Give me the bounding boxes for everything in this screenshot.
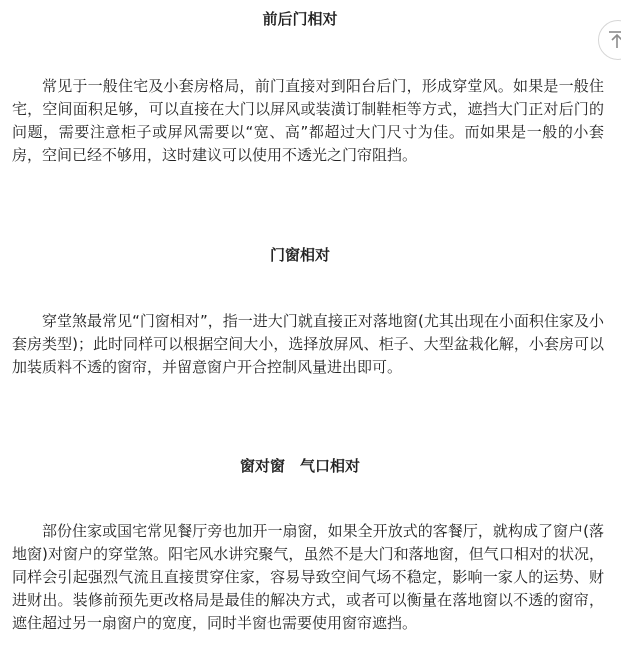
section-heading-front-back-door: 前后门相对 xyxy=(262,10,338,28)
section-paragraph-door-window: 穿堂煞最常见“门窗相对”，指一进大门就直接正对落地窗(尤其出现在小面积住家及小套房类型)；此时同样可以根据空间大小，选择放屏风、柜子、大型盆栽化解，小套房可以加装质料不透的窗帘，并留意窗户开合控制风量进出即可。 xyxy=(12,312,604,376)
section-heading-door-window: 门窗相对 xyxy=(269,246,330,264)
section-paragraph-window-window: 部份住家或国宅常见餐厅旁也加开一扇窗，如果全开放式的客餐厅，就构成了窗户(落地窗)对窗户的穿堂煞。阳宅风水讲究聚气，虽然不是大门和落地窗，但气口相对的状况，同样会引起强烈气流且直接贯穿住家，容易导致空间气场不稳定，影响一家人的运势、财进财出。装修前预先更改格局是最佳的解决方式，或者可以衡量在落地窗以不透的窗帘，遮住超过另一扇窗户的宽度，同时半窗也需要使用窗帘遮挡。 xyxy=(12,522,604,632)
section-heading-window-window: 窗对窗 气口相对 xyxy=(239,457,360,475)
arrow-up-to-line-icon xyxy=(606,30,621,50)
section-paragraph-front-back-door: 常见于一般住宅及小套房格局，前门直接对到阳台后门，形成穿堂风。如果是一般住宅，空间面积足够，可以直接在大门以屏风或装潢订制鞋柜等方式，遮挡大门正对后门的问题，需要注意柜子或屏风需要以“宽、高”都超过大门尺寸为佳。而如果是一般的小套房，空间已经不够用，这时建议可以使用不透光之门帘阻挡。 xyxy=(12,77,604,164)
